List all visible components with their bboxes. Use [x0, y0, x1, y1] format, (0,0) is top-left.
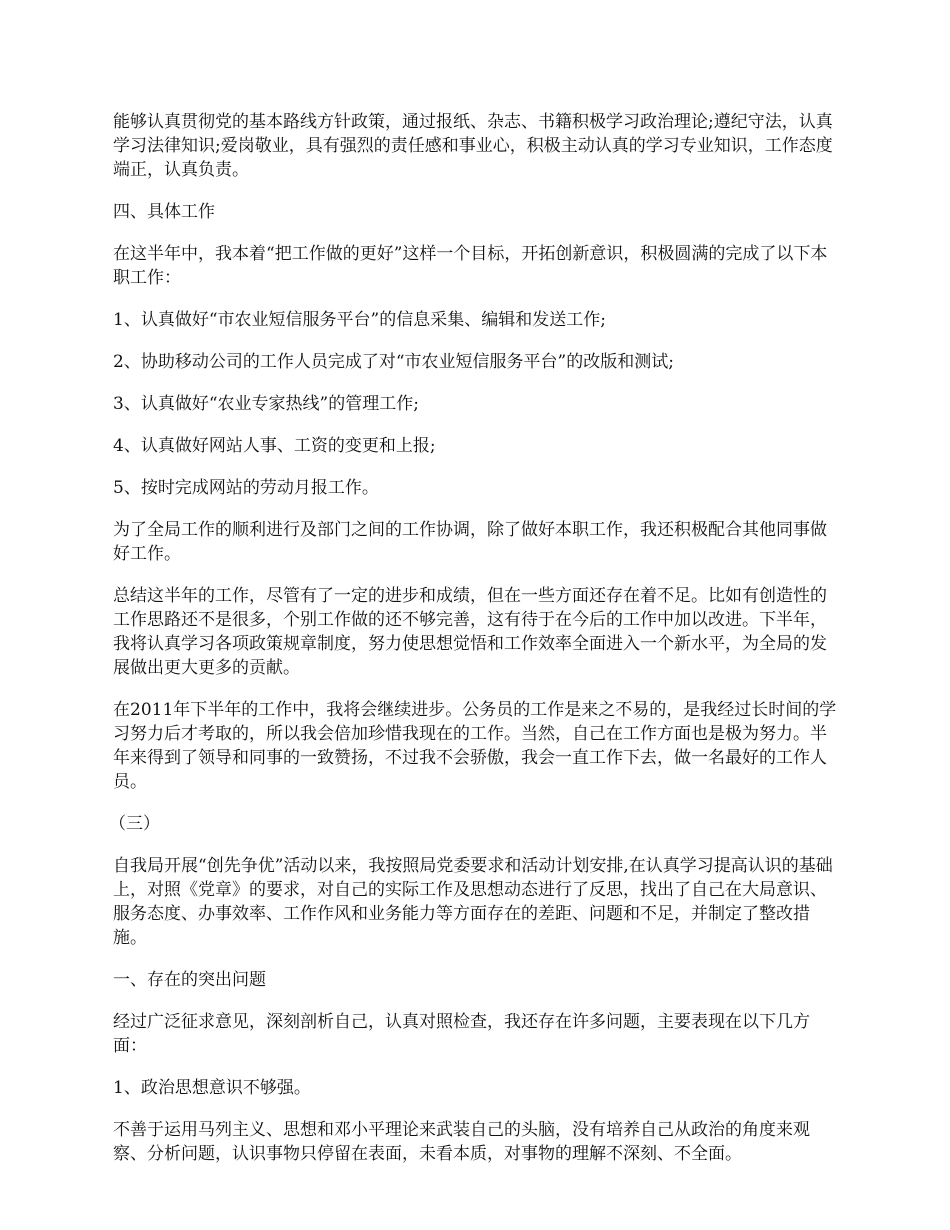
- list-item: 3、认真做好“农业专家热线”的管理工作;: [113, 394, 419, 414]
- paragraph-self-review: 经过广泛征求意见，深刻剖析自己，认真对照检查，我还存在许多问题，主要表现在以下几方面：: [113, 1012, 810, 1056]
- paragraph-summary: 总结这半年的工作，尽管有了一定的进步和成绩，但在一些方面还存在着不足。比如有创造性的工作思路还不是很多，个别工作做的还不够完善，这有待于在今后的工作中加以改进。下半年，我将认真学习各项政策规章制度，努力使思想觉悟和工作效率全面进入一个新水平，为全局的发展做出更大更多的贡献。: [113, 586, 827, 678]
- paragraph-half-year: 在这半年中，我本着“把工作做的更好”这样一个目标，开拓创新意识，积极圆满的完成了以下本职工作：: [113, 244, 828, 288]
- list-item: 2、协助移动公司的工作人员完成了对“市农业短信服务平台”的改版和测试;: [113, 352, 674, 372]
- section-heading-specific-work: 四、具体工作: [113, 202, 215, 222]
- document-body: [109, 110, 843, 1184]
- section-marker-three: （三）: [109, 814, 160, 834]
- list-item: 1、认真做好“市农业短信服务平台”的信息采集、编辑和发送工作;: [113, 310, 606, 330]
- paragraph-political-awareness: 不善于运用马列主义、思想和邓小平理论来武装自己的头脑，没有培养自己从政治的角度来观察、分析问题，认识事物只停留在表面，未看本质，对事物的理解不深刻、不全面。: [113, 1120, 810, 1164]
- paragraph-coordination: 为了全局工作的顺利进行及部门之间的工作协调，除了做好本职工作，我还积极配合其他同事做好工作。: [113, 520, 827, 564]
- section-heading-problems: 一、存在的突出问题: [113, 970, 266, 990]
- list-item: 5、按时完成网站的劳动月报工作。: [113, 478, 379, 498]
- paragraph-intro: 能够认真贯彻党的基本路线方针政策，通过报纸、杂志、书籍积极学习政治理论;遵纪守法，认真学习法律知识;爱岗敬业，具有强烈的责任感和事业心，积极主动认真的学习专业知识，工作态度端正，认真负责。: [113, 112, 833, 180]
- list-item: 4、认真做好网站人事、工资的变更和上报;: [113, 436, 436, 456]
- paragraph-2011-plan: 在2011年下半年的工作中，我将会继续进步。公务员的工作是来之不易的，是我经过长时间的学习努力后才考取的，所以我会倍加珍惜我现在的工作。当然，自己在工作方面也是极为努力。半年来得到了领导和同事的一致赞扬，不过我不会骄傲，我会一直工作下去，做一名最好的工作人员。: [113, 700, 837, 792]
- paragraph-campaign: 自我局开展“创先争优”活动以来，我按照局党委要求和活动计划安排,在认真学习提高认识的基础上，对照《党章》的要求，对自己的实际工作及思想动态进行了反思，找出了自己在大局意识、服务态度、办事效率、工作作风和业务能力等方面存在的差距、问题和不足，并制定了整改措施。: [113, 856, 833, 948]
- list-item: 1、政治思想意识不够强。: [113, 1078, 311, 1098]
